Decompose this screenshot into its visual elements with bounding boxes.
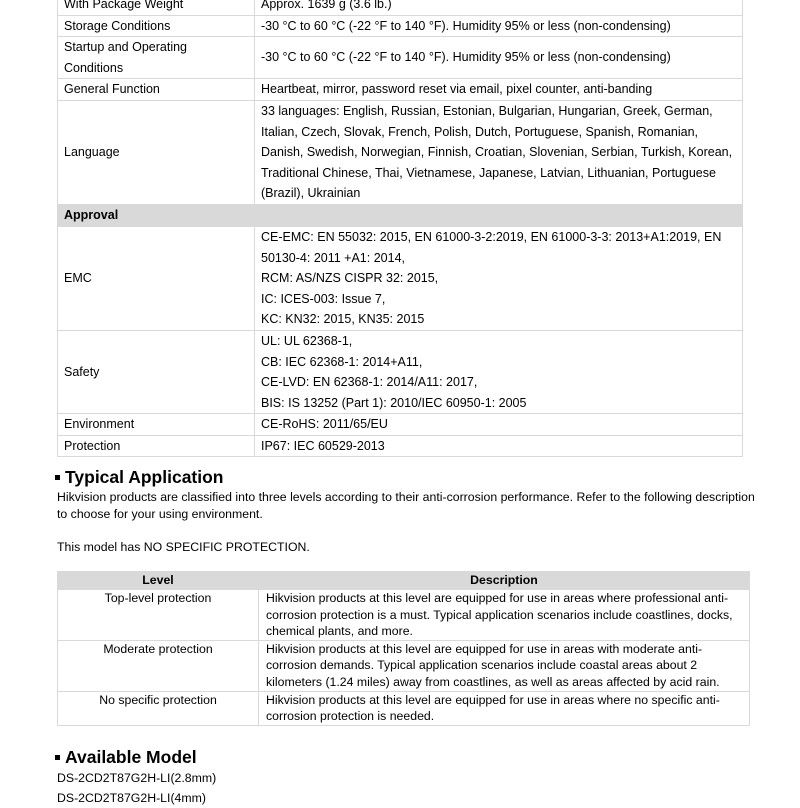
emc-line: RCM: AS/NZS CISPR 32: 2015, [261, 271, 439, 286]
spec-value: -30 °C to 60 °C (-22 °F to 140 °F). Humidity 95% or less (non-condensing) [255, 15, 743, 37]
safety-line: CB: IEC 62368-1: 2014+A11, [261, 354, 423, 369]
specifications-table [57, 0, 743, 457]
spec-value: Approx. 1639 g (3.6 lb.) [255, 0, 743, 15]
table-row [58, 590, 750, 641]
table-row [58, 691, 750, 725]
emc-line: CE-EMC: EN 55032: 2015, EN 61000-3-2:2019, EN 61000-3-3: 2013+A1:2019, EN 50130-4: 2011 +A1: 2014, [261, 229, 722, 265]
model-item: DS-2CD2T87G2H-LI(2.8mm) [57, 771, 217, 785]
spec-value: CE-RoHS: 2011/65/EU [255, 414, 743, 436]
intro-paragraph: Hikvision products are classified into three levels according to their anti-corrosion performance. Refer to the following description to choose for your using environment. [57, 490, 755, 521]
table-row [58, 100, 743, 204]
spec-label: Safety [58, 330, 255, 413]
spec-label: EMC [58, 226, 255, 330]
safety-line: UL: UL 62368-1, [261, 333, 353, 348]
table-row [58, 414, 743, 436]
spec-value: Heartbeat, mirror, password reset via email, pixel counter, anti-banding [255, 79, 743, 101]
level-cell: Moderate protection [58, 640, 259, 691]
level-cell: Top-level protection [58, 590, 259, 641]
column-header-level: Level [58, 572, 259, 590]
table-row [58, 37, 743, 79]
description-cell: Hikvision products at this level are equipped for use in areas with moderate anti-corrosion demands. Typical application scenarios include coastal areas about 2 kilometers (1.24 miles) away from coastlines, as well as areas affected by acid rain. [259, 640, 750, 691]
spec-value: -30 °C to 60 °C (-22 °F to 140 °F). Humidity 95% or less (non-condensing) [255, 37, 743, 79]
heading-text: Available Model [65, 747, 197, 767]
table-header-row [58, 572, 750, 590]
protection-note: This model has NO SPECIFIC PROTECTION. [57, 540, 310, 554]
table-row [58, 435, 743, 457]
typical-application-heading [55, 467, 224, 488]
safety-line: BIS: IS 13252 (Part 1): 2010/IEC 60950-1: 2005 [261, 395, 527, 410]
spec-value [255, 226, 743, 330]
approval-header: Approval [58, 204, 743, 226]
description-cell: Hikvision products at this level are equipped for use in areas where no specific anti-corrosion protection is needed. [259, 691, 750, 725]
spec-label: Language [58, 100, 255, 204]
table-row [58, 15, 743, 37]
model-list [57, 768, 216, 808]
spec-value: IP67: IEC 60529-2013 [255, 435, 743, 457]
protection-levels-table [57, 571, 750, 726]
spec-label: Environment [58, 414, 255, 436]
table-row [58, 0, 743, 15]
available-model-heading [55, 747, 197, 768]
table-row [58, 330, 743, 413]
spec-label: Startup and Operating Conditions [58, 37, 255, 79]
spec-value [255, 330, 743, 413]
column-header-description: Description [259, 572, 750, 590]
safety-line: CE-LVD: EN 62368-1: 2014/A11: 2017, [261, 375, 478, 390]
spec-label: Protection [58, 435, 255, 457]
level-cell: No specific protection [58, 691, 259, 725]
section-header-row [58, 204, 743, 226]
description-cell: Hikvision products at this level are equipped for use in areas where professional anti-corrosion protection is a must. Typical application scenarios include coastlines, docks, chemical plants, and more. [259, 590, 750, 641]
table-row [58, 79, 743, 101]
model-item: DS-2CD2T87G2H-LI(4mm) [57, 791, 206, 805]
table-row [58, 640, 750, 691]
spec-label: With Package Weight [58, 0, 255, 15]
spec-value: 33 languages: English, Russian, Estonian, Bulgarian, Hungarian, Greek, German, Italian, Czech, Slovak, French, Polish, Dutch, Portuguese, Spanish, Romanian, Danish, Swedish, Norwegian, Finnish, Croatian, Slovenian, Serbian, Turkish, Korean, Traditional Chinese, Thai, Vietnamese, Japanese, Latvian, Lithuanian, Portuguese (Brazil), Ukrainian [255, 100, 743, 204]
heading-text: Typical Application [65, 467, 224, 487]
bullet-icon [55, 475, 60, 480]
spec-label: General Function [58, 79, 255, 101]
spec-label: Storage Conditions [58, 15, 255, 37]
emc-line: IC: ICES-003: Issue 7, [261, 291, 386, 306]
bullet-icon [55, 755, 60, 760]
table-row [58, 226, 743, 330]
emc-line: KC: KN32: 2015, KN35: 2015 [261, 312, 425, 327]
